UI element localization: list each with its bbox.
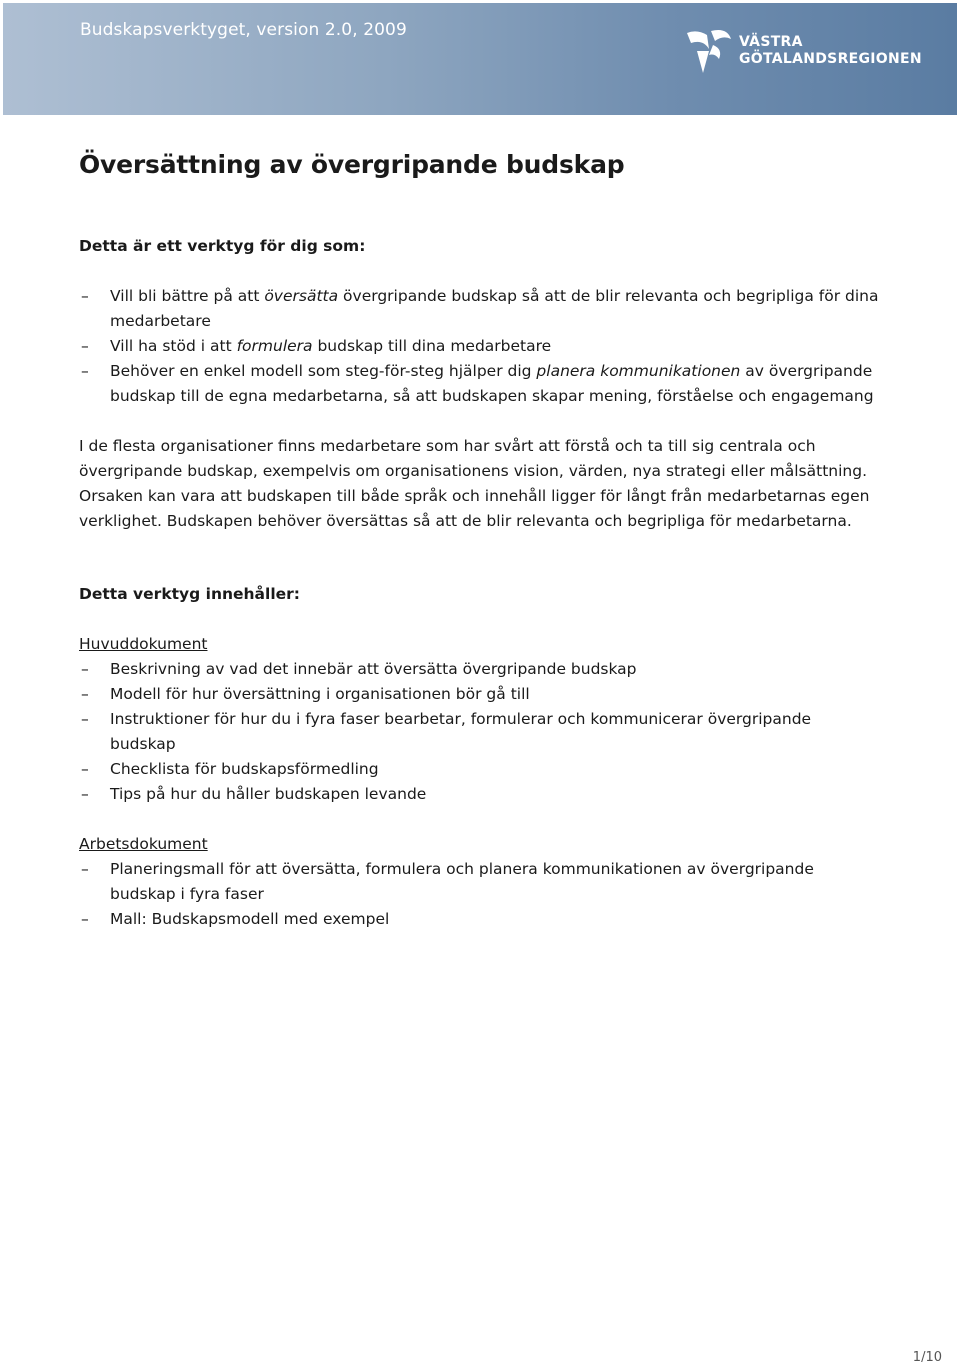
intro-paragraph: I de flesta organisationer finns medarbetare som har svårt att förstå och ta till sig centrala och övergripande budskap, exempelvis om organisationens vision, värden, nya strategi eller målsättning. Orsaken kan vara att budskapen till både språk och innehåll ligger för långt från medarbetarnas egen verklighet. Budskapen behöver översättas så att de blir relevanta och begripliga för medarbetarna. [79, 437, 870, 530]
list-item: – Modell för hur översättning i organisationen bör gå till [79, 682, 879, 707]
dash-bullet: – [81, 362, 89, 380]
logo-line-1: VÄSTRA [739, 34, 803, 50]
dash-bullet: – [81, 910, 89, 928]
list-item: – Beskrivning av vad det innebär att översätta övergripande budskap [79, 657, 879, 682]
dash-bullet: – [81, 660, 89, 678]
list-item: – Vill ha stöd i att formulera budskap till dina medarbetare [79, 334, 879, 359]
header-title: Budskapsverktyget, version 2.0, 2009 [80, 20, 407, 40]
dash-bullet: – [81, 860, 89, 878]
main-docs-title: Huvuddokument [79, 635, 208, 653]
organization-logo [683, 23, 923, 79]
dash-bullet: – [81, 785, 89, 803]
logo-line-2: GÖTALANDSREGIONEN [739, 51, 922, 67]
dash-bullet: – [81, 685, 89, 703]
list-item: – Tips på hur du håller budskapen levande [79, 782, 879, 807]
document-body [79, 234, 879, 932]
dash-bullet: – [81, 337, 89, 355]
list-item: – Instruktioner för hur du i fyra faser bearbetar, formulerar och kommunicerar övergripande budskap [79, 707, 879, 757]
dash-bullet: – [81, 760, 89, 778]
main-docs-list [79, 657, 879, 807]
page-number: 1/10 [912, 1350, 942, 1365]
list-item: – Vill bli bättre på att översätta övergripande budskap så att de blir relevanta och begripliga för dina medarbetare [79, 284, 879, 334]
list-item: – Planeringsmall för att översätta, formulera och planera kommunikationen av övergripande budskap i fyra faser [79, 857, 879, 907]
intro-heading: Detta är ett verktyg för dig som: [79, 237, 366, 255]
document-title: Översättning av övergripande budskap [79, 150, 625, 179]
work-docs-title: Arbetsdokument [79, 835, 208, 853]
contents-heading: Detta verktyg innehåller: [79, 585, 300, 603]
list-item: – Mall: Budskapsmodell med exempel [79, 907, 879, 932]
dash-bullet: – [81, 287, 89, 305]
intro-list [79, 284, 879, 409]
header-banner [3, 3, 957, 115]
dash-bullet: – [81, 710, 89, 728]
work-docs-list [79, 857, 879, 932]
list-item: – Behöver en enkel modell som steg-för-steg hjälper dig planera kommunikationen av övergripande budskap till de egna medarbetarna, så att budskapen skapar mening, förståelse och engagemang [79, 359, 879, 409]
vgr-logo-icon [683, 25, 735, 77]
list-item: – Checklista för budskapsförmedling [79, 757, 879, 782]
